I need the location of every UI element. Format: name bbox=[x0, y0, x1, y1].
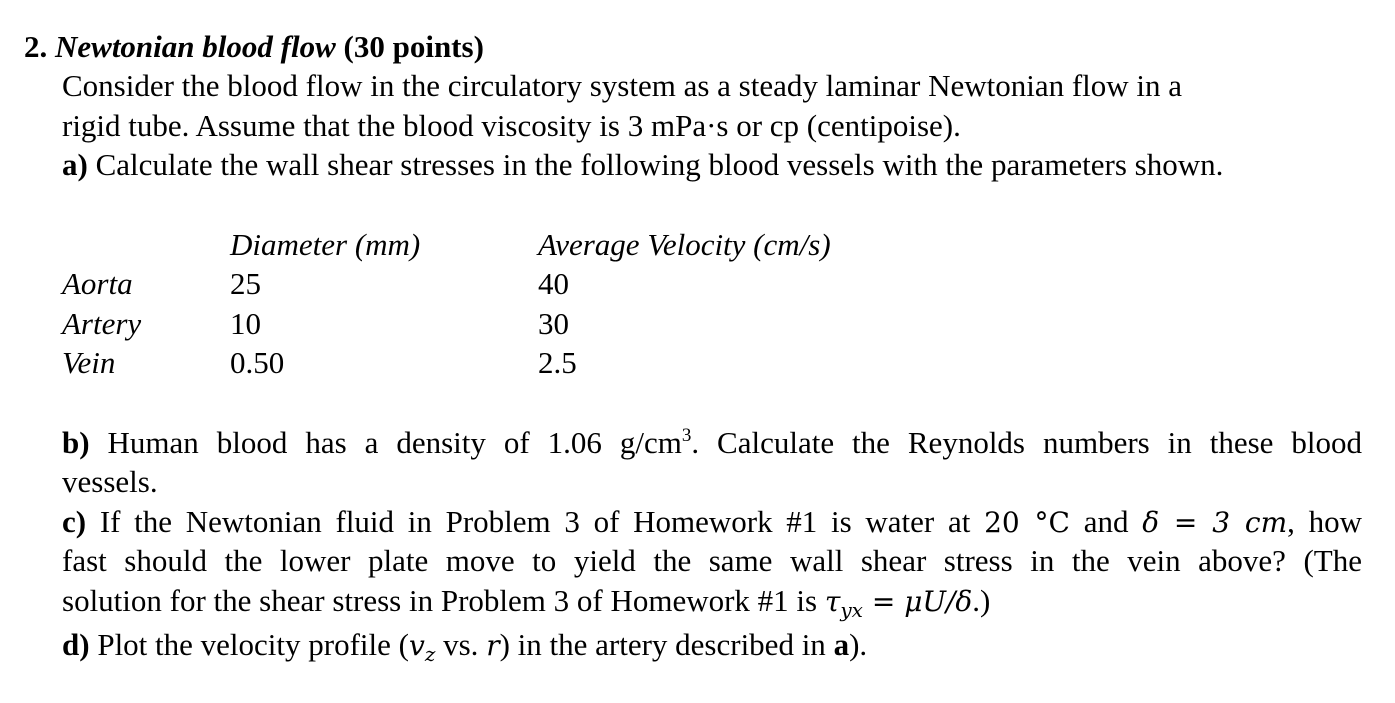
part-b-sup: 3 bbox=[681, 425, 692, 446]
part-c-line-3 bbox=[62, 581, 990, 621]
part-a-label: a) bbox=[62, 147, 88, 182]
tau-symbol: τ bbox=[824, 585, 841, 618]
part-d-ref: a bbox=[833, 627, 850, 662]
part-c-how: , how bbox=[1287, 504, 1363, 539]
problem-points: (30 points) bbox=[343, 29, 484, 64]
part-b-label: b) bbox=[62, 425, 90, 460]
part-c-tau-equation bbox=[824, 585, 973, 622]
part-c-line-1 bbox=[62, 502, 1362, 542]
tau-subscript: yx bbox=[840, 598, 863, 622]
row-velocity-aorta: 40 bbox=[538, 266, 569, 301]
part-c-line-2: fast should the lower plate move to yield the same wall shear stress in the vein above? (The bbox=[62, 543, 1362, 578]
row-velocity-vein: 2.5 bbox=[538, 345, 577, 380]
row-diameter-aorta: 25 bbox=[230, 266, 261, 301]
velocity-symbol: v bbox=[408, 629, 425, 662]
row-vessel-aorta: Aorta bbox=[62, 266, 133, 301]
part-c-label: c) bbox=[62, 504, 87, 539]
part-d bbox=[62, 625, 867, 665]
part-c-text-a: If the Newtonian fluid in Problem 3 of Homework #1 is water at bbox=[99, 504, 971, 539]
part-a bbox=[62, 145, 1223, 184]
part-d-text-a: Plot the velocity profile ( bbox=[97, 627, 409, 662]
velocity-subscript: z bbox=[424, 642, 436, 666]
header-velocity: Average Velocity (cm/s) bbox=[538, 227, 831, 262]
part-a-text: Calculate the wall shear stresses in the following blood vessels with the parameters shown. bbox=[95, 147, 1224, 182]
part-d-text-d: ). bbox=[849, 627, 868, 662]
row-vessel-vein: Vein bbox=[62, 345, 116, 380]
part-b-text-a: Human blood has a density of 1.06 g/cm bbox=[107, 425, 682, 460]
part-d-v bbox=[408, 629, 436, 666]
part-d-r: r bbox=[486, 629, 500, 662]
row-diameter-vein: 0.50 bbox=[230, 345, 285, 380]
tau-rhs: = μU/δ bbox=[862, 585, 973, 618]
part-d-text-c: ) in the artery described in bbox=[499, 627, 834, 662]
part-c-line3-end: .) bbox=[972, 583, 991, 618]
part-c-line3-text: solution for the shear stress in Problem 3 of Homework #1 is bbox=[62, 583, 818, 618]
part-b-line-1 bbox=[62, 423, 1362, 462]
problem-number: 2. bbox=[24, 29, 48, 64]
problem-heading bbox=[24, 27, 484, 66]
part-c-and: and bbox=[1083, 504, 1129, 539]
part-d-text-b: vs. bbox=[435, 627, 487, 662]
intro-line-2: rigid tube. Assume that the blood viscosity is 3 mPa·s or cp (centipoise). bbox=[62, 108, 961, 143]
row-velocity-artery: 30 bbox=[538, 306, 569, 341]
part-b-text bbox=[108, 425, 1362, 460]
part-c-temperature: 20 °C bbox=[984, 506, 1070, 539]
row-diameter-artery: 10 bbox=[230, 306, 261, 341]
intro-line-1: Consider the blood flow in the circulatory system as a steady laminar Newtonian flow in a bbox=[62, 68, 1183, 103]
part-b-text-b: . Calculate the Reynolds numbers in these blood bbox=[691, 425, 1363, 460]
part-b-line-2: vessels. bbox=[62, 464, 158, 499]
row-vessel-artery: Artery bbox=[62, 306, 142, 341]
header-diameter: Diameter (mm) bbox=[230, 227, 421, 262]
part-d-label: d) bbox=[62, 627, 90, 662]
problem-title: Newtonian blood flow bbox=[55, 29, 336, 64]
part-c-delta: δ = 3 cm bbox=[1142, 506, 1288, 539]
